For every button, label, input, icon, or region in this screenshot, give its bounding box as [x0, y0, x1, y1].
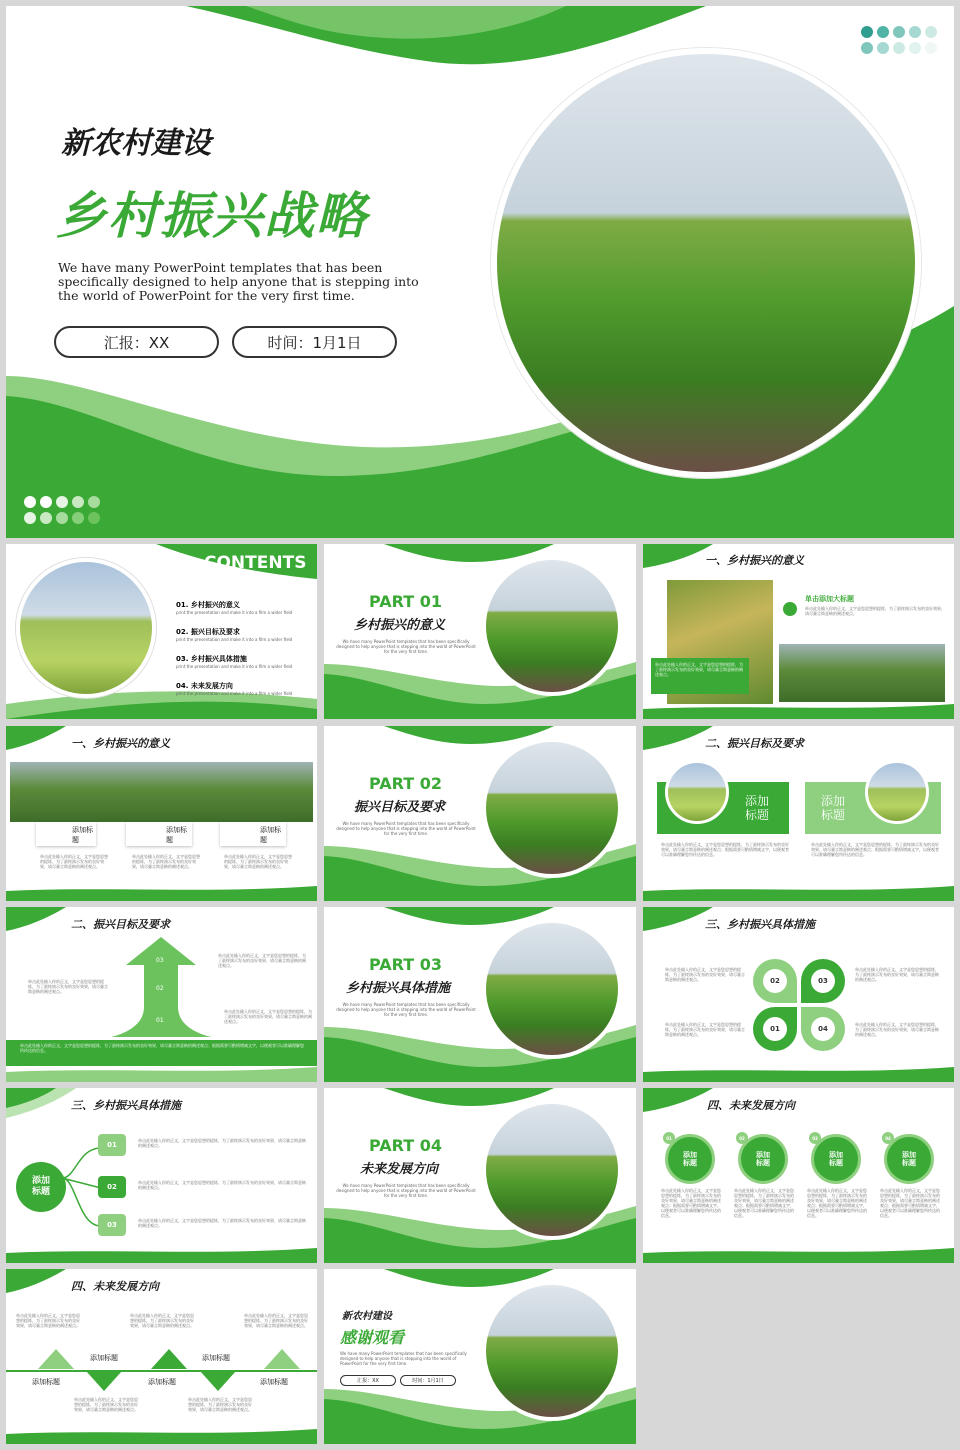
goals-slide-b[interactable] [6, 907, 317, 1082]
goal-photo-1 [665, 760, 729, 824]
part-desc: We have many PowerPoint templates that has been specifically designed to help anyone that is stepping into the world of PowerPoint for the very first time. [336, 1002, 476, 1017]
part-photo-circle [482, 556, 622, 696]
part-title: 未来发展方向 [360, 1162, 439, 1177]
time-pill: 时间：1月1日 [232, 326, 397, 358]
add-title-card: 添加标题 [36, 822, 96, 846]
part-photo-circle [482, 1100, 622, 1240]
measures-a-body-2: 单击此处输入你的正文，文字是您思想的提炼，为了最终演示发布的良好效果，请尽量言简意赅的阐述观点。 [855, 967, 939, 982]
center-add-title: 添加 标题 [16, 1162, 66, 1212]
section-heading: 四、未来发展方向 [71, 1280, 159, 1293]
goals-slide-a[interactable] [643, 726, 954, 901]
thanks-reporter-pill: 汇报：XX [340, 1375, 396, 1386]
goals-b-body-1: 单击此处输入你的正文，文字是您思想的提炼，为了最终演示发布的良好效果，请尽量言简意赅的阐述观点。 [218, 953, 306, 968]
part-number: PART 01 [369, 592, 442, 611]
thanks-desc: We have many PowerPoint templates that has been specifically designed to help anyone that is stepping into the world of PowerPoint for the very first time. [340, 1351, 467, 1366]
goals-b-arrow [6, 907, 317, 1082]
section-heading: 四、未来发展方向 [707, 1099, 795, 1112]
future-circle-1: 添加 标题 [665, 1134, 715, 1184]
meaning-b-body-3: 单击此处输入你的正文，文字是您思想的提炼，为了最终演示发布的良好效果，请尽量言简意赅的阐述观点。 [224, 854, 292, 869]
future-a-body-2: 单击此处输入你的正文，文字是您思想的提炼，为了最终演示发布的良好效果，请尽量言简意赅的阐述观点；根据需要可酌情增减文字，以便观者可以准确理解您所传达的信息。 [734, 1188, 794, 1218]
thanks-title: 感谢观看 [340, 1328, 405, 1347]
future-badge-01: 01 [663, 1132, 675, 1144]
future-b-label-2: 添加标题 [202, 1354, 230, 1362]
future-a-body-4: 单击此处输入你的正文，文字是您思想的提炼，为了最终演示发布的良好效果，请尽量言简意赅的阐述观点；根据需要可酌情增减文字，以便观者可以准确理解您所传达的信息。 [880, 1188, 940, 1218]
doc-icon [783, 602, 797, 616]
meaning-slide-a[interactable] [643, 544, 954, 719]
contents-title: CONTENTS [204, 553, 307, 573]
goals-b-body-2: 单击此处输入你的正文，文字是您思想的提炼，为了最终演示发布的良好效果，请尽量言简意赅的阐述观点。 [28, 979, 108, 994]
section-heading: 三、乡村振兴具体措施 [705, 918, 815, 931]
cover-subtitle: 新农村建设 [61, 126, 211, 161]
part-number: PART 04 [369, 1136, 442, 1155]
measures-slide-b[interactable] [6, 1088, 317, 1263]
future-b-body-3: 单击此处输入你的正文，文字是您思想的提炼，为了最终演示发布的良好效果，请尽量言简意赅的阐述观点。 [244, 1313, 308, 1328]
petal-01: 01 [753, 1007, 797, 1051]
step-box-03: 03 [98, 1214, 126, 1236]
part-title: 乡村振兴的意义 [354, 618, 446, 633]
part-03-slide[interactable] [324, 907, 636, 1082]
section-heading: 一、乡村振兴的意义 [705, 554, 804, 567]
petal-04: 04 [801, 1007, 845, 1051]
future-a-body-3: 单击此处输入你的正文，文字是您思想的提炼，为了最终演示发布的良好效果，请尽量言简意赅的阐述观点；根据需要可酌情增减文字，以便观者可以准确理解您所传达的信息。 [807, 1188, 867, 1218]
cover-title: 乡村振兴战略 [56, 187, 368, 245]
step-box-01: 01 [98, 1134, 126, 1156]
future-b-label-3: 添加标题 [32, 1378, 60, 1386]
farm-photo [10, 762, 313, 822]
section-heading: 二、振兴目标及要求 [71, 918, 170, 931]
future-b-label-5: 添加标题 [260, 1378, 288, 1386]
goal-label-1: 添加 标题 [745, 794, 770, 822]
meaning-b-body-2: 单击此处输入你的正文，文字是您思想的提炼，为了最终演示发布的良好效果，请尽量言简意赅的阐述观点。 [132, 854, 200, 869]
thanks-subtitle: 新农村建设 [342, 1311, 392, 1322]
reporter-pill: 汇报：XX [54, 326, 219, 358]
measures-b-body-1: 单击此处输入你的正文，文字是您思想的提炼，为了最终演示发布的良好效果，请尽量言简意赅的阐述观点。 [138, 1138, 306, 1148]
part-04-slide[interactable] [324, 1088, 636, 1263]
meaning-green-box: 单击此处输入你的正文，文字是您思想的提炼，为了最终演示发布的良好效果，请尽量言简意赅的阐述观点。 [651, 658, 749, 694]
part-02-slide[interactable] [324, 726, 636, 901]
measures-slide-a[interactable] [643, 907, 954, 1082]
future-b-triangles [6, 1269, 317, 1444]
future-circle-2: 添加 标题 [738, 1134, 788, 1184]
future-slide-a[interactable] [643, 1088, 954, 1263]
contents-item[interactable]: 04. 未来发展方向 print the presentation and make it into a film a wider field [176, 682, 293, 696]
arrow-step-02: 02 [156, 985, 164, 992]
meaning-b-body-1: 单击此处输入你的正文，文字是您思想的提炼，为了最终演示发布的良好效果，请尽量言简意赅的阐述观点。 [40, 854, 108, 869]
part-desc: We have many PowerPoint templates that has been specifically designed to help anyone that is stepping into the world of PowerPoint for the very first time. [336, 639, 476, 654]
cover-dots-top [861, 26, 937, 54]
arrow-step-03: 03 [156, 957, 164, 964]
measures-b-body-3: 单击此处输入你的正文，文字是您思想的提炼，为了最终演示发布的良好效果，请尽量言简意赅的阐述观点。 [138, 1218, 306, 1228]
future-a-body-1: 单击此处输入你的正文，文字是您思想的提炼，为了最终演示发布的良好效果，请尽量言简意赅的阐述观点；根据需要可酌情增减文字，以便观者可以准确理解您所传达的信息。 [661, 1188, 721, 1218]
thanks-photo-circle [482, 1281, 622, 1421]
arrow-step-01: 01 [156, 1017, 164, 1024]
future-badge-02: 02 [736, 1132, 748, 1144]
meaning-a-body: 单击此处输入你的正文，文字是您思想的提炼，为了最终演示发布的良好效果，请尽量言简意赅的阐述观点。 [805, 606, 945, 616]
future-b-body-5: 单击此处输入你的正文，文字是您思想的提炼，为了最终演示发布的良好效果，请尽量言简意赅的阐述观点。 [188, 1397, 252, 1412]
add-title-card: 添加标题 [220, 822, 286, 846]
part-01-slide[interactable] [324, 544, 636, 719]
landscape-photo-circle [491, 48, 921, 478]
part-number: PART 02 [369, 774, 442, 793]
part-desc: We have many PowerPoint templates that has been specifically designed to help anyone that is stepping into the world of PowerPoint for the very first time. [336, 821, 476, 836]
click-add-title: 单击添加大标题 [805, 595, 854, 603]
contents-list [176, 600, 311, 696]
future-badge-03: 03 [809, 1132, 821, 1144]
village-photo [779, 644, 945, 702]
part-title: 乡村振兴具体措施 [346, 981, 451, 996]
goals-a-body-2: 单击此处输入你的正文，文字是您思想的提炼，为了最终演示发布的良好效果，请尽量言简意赅的阐述观点；根据需要可酌情增减文字，以便观者可以准确理解您所传达的信息。 [811, 842, 939, 857]
add-title-card: 添加标题 [126, 822, 192, 846]
contents-photo-circle [16, 558, 156, 698]
section-heading: 三、乡村振兴具体措施 [71, 1099, 181, 1112]
section-heading: 二、振兴目标及要求 [705, 737, 804, 750]
goal-photo-2 [865, 760, 929, 824]
future-badge-04: 04 [882, 1132, 894, 1144]
part-title: 振兴目标及要求 [354, 800, 446, 815]
petal-03: 03 [801, 959, 845, 1003]
thanks-slide[interactable] [324, 1269, 636, 1444]
part-photo-circle [482, 919, 622, 1059]
contents-item[interactable]: 03. 乡村振兴具体措施 print the presentation and make it into a film a wider field [176, 655, 293, 669]
measures-a-body-3: 单击此处输入你的正文，文字是您思想的提炼，为了最终演示发布的良好效果，请尽量言简意赅的阐述观点。 [665, 1022, 745, 1037]
measures-a-body-1: 单击此处输入你的正文，文字是您思想的提炼，为了最终演示发布的良好效果，请尽量言简意赅的阐述观点。 [665, 967, 745, 982]
future-b-label-1: 添加标题 [90, 1354, 118, 1362]
future-b-body-1: 单击此处输入你的正文，文字是您思想的提炼，为了最终演示发布的良好效果，请尽量言简意赅的阐述观点。 [16, 1313, 80, 1328]
measures-a-wave [643, 907, 954, 1082]
section-heading: 一、乡村振兴的意义 [71, 737, 170, 750]
contents-item[interactable]: 02. 振兴目标及要求 print the presentation and make it into a film a wider field [176, 628, 293, 642]
future-b-label-4: 添加标题 [148, 1378, 176, 1386]
part-photo-circle [482, 738, 622, 878]
future-slide-b[interactable] [6, 1269, 317, 1444]
future-circle-4: 添加 标题 [884, 1134, 934, 1184]
contents-slide[interactable] [6, 544, 317, 719]
measures-a-body-4: 单击此处输入你的正文，文字是您思想的提炼，为了最终演示发布的良好效果，请尽量言简意赅的阐述观点。 [855, 1022, 939, 1037]
cover-dots-bottom [24, 496, 100, 524]
part-number: PART 03 [369, 955, 442, 974]
meaning-slide-b[interactable] [6, 726, 317, 901]
future-circle-3: 添加 标题 [811, 1134, 861, 1184]
measures-b-body-2: 单击此处输入你的正文，文字是您思想的提炼，为了最终演示发布的良好效果，请尽量言简意赅的阐述观点。 [138, 1180, 306, 1190]
petal-02: 02 [753, 959, 797, 1003]
goal-label-2: 添加 标题 [821, 794, 846, 822]
thanks-time-pill: 时间：1月1日 [400, 1375, 456, 1386]
goals-a-body-1: 单击此处输入你的正文，文字是您思想的提炼，为了最终演示发布的良好效果，请尽量言简意赅的阐述观点；根据需要可酌情增减文字，以便观者可以准确理解您所传达的信息。 [661, 842, 789, 857]
step-box-02: 02 [98, 1176, 126, 1198]
goals-b-band-text: 单击此处输入你的正文，文字是您思想的提炼，为了最终演示发布的良好效果，请尽量言简意赅的阐述观点；根据需要可酌情增减文字，以便观者可以准确理解您所传达的信息。 [20, 1043, 304, 1053]
future-b-body-4: 单击此处输入你的正文，文字是您思想的提炼，为了最终演示发布的良好效果，请尽量言简意赅的阐述观点。 [74, 1397, 138, 1412]
goals-b-body-3: 单击此处输入你的正文，文字是您思想的提炼，为了最终演示发布的良好效果，请尽量言简意赅的阐述观点。 [224, 1009, 312, 1024]
future-b-body-2: 单击此处输入你的正文，文字是您思想的提炼，为了最终演示发布的良好效果，请尽量言简意赅的阐述观点。 [130, 1313, 194, 1328]
part-desc: We have many PowerPoint templates that has been specifically designed to help anyone that is stepping into the world of PowerPoint for the very first time. [336, 1183, 476, 1198]
cover-description: We have many PowerPoint templates that has been specifically designed to help anyone that is stepping into the world of PowerPoint for the very first time. [58, 260, 419, 303]
contents-item[interactable]: 01. 乡村振兴的意义 print the presentation and make it into a film a wider field [176, 601, 293, 615]
cover-slide[interactable] [6, 6, 954, 538]
